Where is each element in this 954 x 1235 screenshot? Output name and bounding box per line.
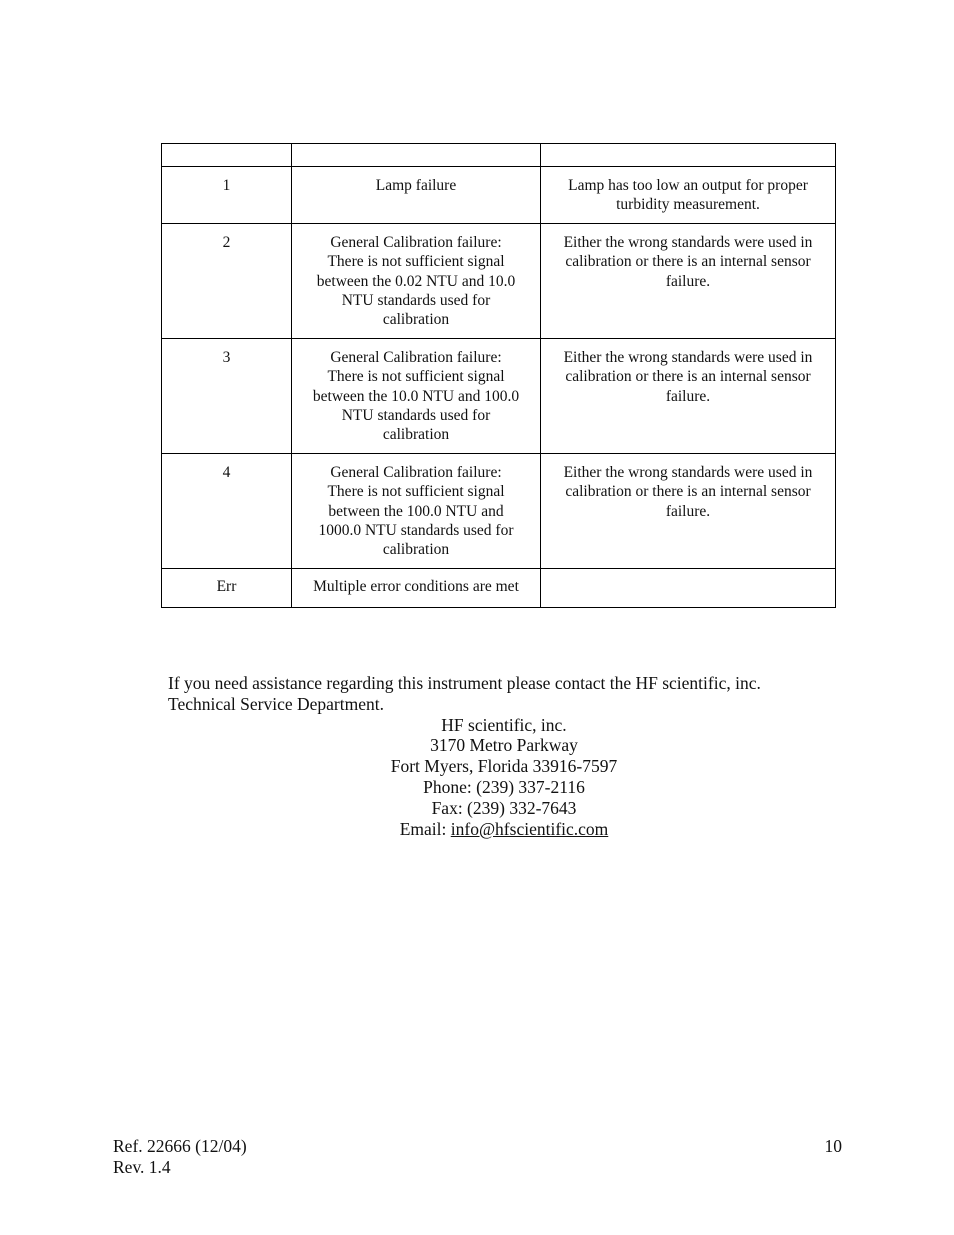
condition-line: NTU standards used for [341,291,491,309]
address-block [168,715,840,840]
phone-number: Phone: (239) 337-2116 [423,776,585,797]
error-condition-cell [292,224,541,339]
document-revision: Rev. 1.4 [113,1157,171,1177]
contact-section [168,673,840,839]
condition-line: There is not sufficient signal [327,368,505,386]
error-description-cell [541,167,836,224]
table-row [162,454,836,569]
error-description-cell [541,569,836,608]
header-cell-condition [292,144,541,167]
error-code-cell: 4 [162,454,292,569]
condition-line: General Calibration failure: [330,464,502,481]
table-row [162,167,836,224]
email-label: Email: [399,818,451,839]
header-cell-code [162,144,292,167]
city-state-zip: Fort Myers, Florida 33916-7597 [390,756,618,777]
description-line: calibration or there is an internal sensor [565,483,811,501]
error-description-cell [541,339,836,454]
description-line: failure. [665,387,711,405]
description-line: Either the wrong standards were used in [563,349,813,366]
condition-line: General Calibration failure: [330,234,502,251]
error-code-cell: Err [162,569,292,608]
table-row [162,224,836,339]
description-line: failure. [665,502,711,520]
description-line: Either the wrong standards were used in [563,234,813,251]
fax-number: Fax: (239) 332-7643 [431,797,577,818]
error-code-cell: 3 [162,339,292,454]
description-line: failure. [665,272,711,290]
error-code-table [161,143,836,608]
error-code-cell: 2 [162,224,292,339]
header-cell-description [541,144,836,167]
email-link[interactable]: info@hfscientific.com [450,818,609,839]
document-reference: Ref. 22666 (12/04) [113,1136,247,1156]
email-line [168,819,840,840]
condition-line: between the 10.0 NTU and 100.0 [312,387,520,405]
company-name: HF scientific, inc. [441,714,567,735]
description-line: Either the wrong standards were used in [563,464,813,481]
condition-line: Lamp failure [375,177,457,194]
assistance-paragraph [168,673,840,715]
condition-line: calibration [382,541,450,559]
condition-line: General Calibration failure: [330,349,502,366]
table-header-row [162,144,836,167]
error-condition-cell [292,454,541,569]
description-line: calibration or there is an internal sensor [565,253,811,271]
description-line: Lamp has too low an output for proper [568,177,808,194]
condition-line: There is not sufficient signal [327,483,505,501]
error-condition-cell [292,339,541,454]
street-address: 3170 Metro Parkway [430,735,578,756]
page-number: 10 [824,1136,842,1156]
table-row [162,339,836,454]
error-description-cell [541,224,836,339]
description-line: turbidity measurement. [616,196,760,214]
error-description-cell [541,454,836,569]
condition-line: between the 0.02 NTU and 10.0 [316,272,516,290]
condition-line: between the 100.0 NTU and [328,502,504,520]
condition-line: Multiple error conditions are met [313,578,519,595]
condition-line: calibration [382,311,450,329]
condition-line: There is not sufficient signal [327,253,505,271]
assistance-line: If you need assistance regarding this instrument please contact the HF scientific, inc. [168,673,761,693]
error-condition-cell [292,569,541,608]
condition-line: NTU standards used for [341,406,491,424]
condition-line: 1000.0 NTU standards used for [318,521,514,539]
description-line: calibration or there is an internal sensor [565,368,811,386]
assistance-line: Technical Service Department. [168,693,384,714]
table-row [162,569,836,608]
error-condition-cell [292,167,541,224]
condition-line: calibration [382,426,450,444]
footer-document-info [113,1136,247,1178]
error-code-cell: 1 [162,167,292,224]
